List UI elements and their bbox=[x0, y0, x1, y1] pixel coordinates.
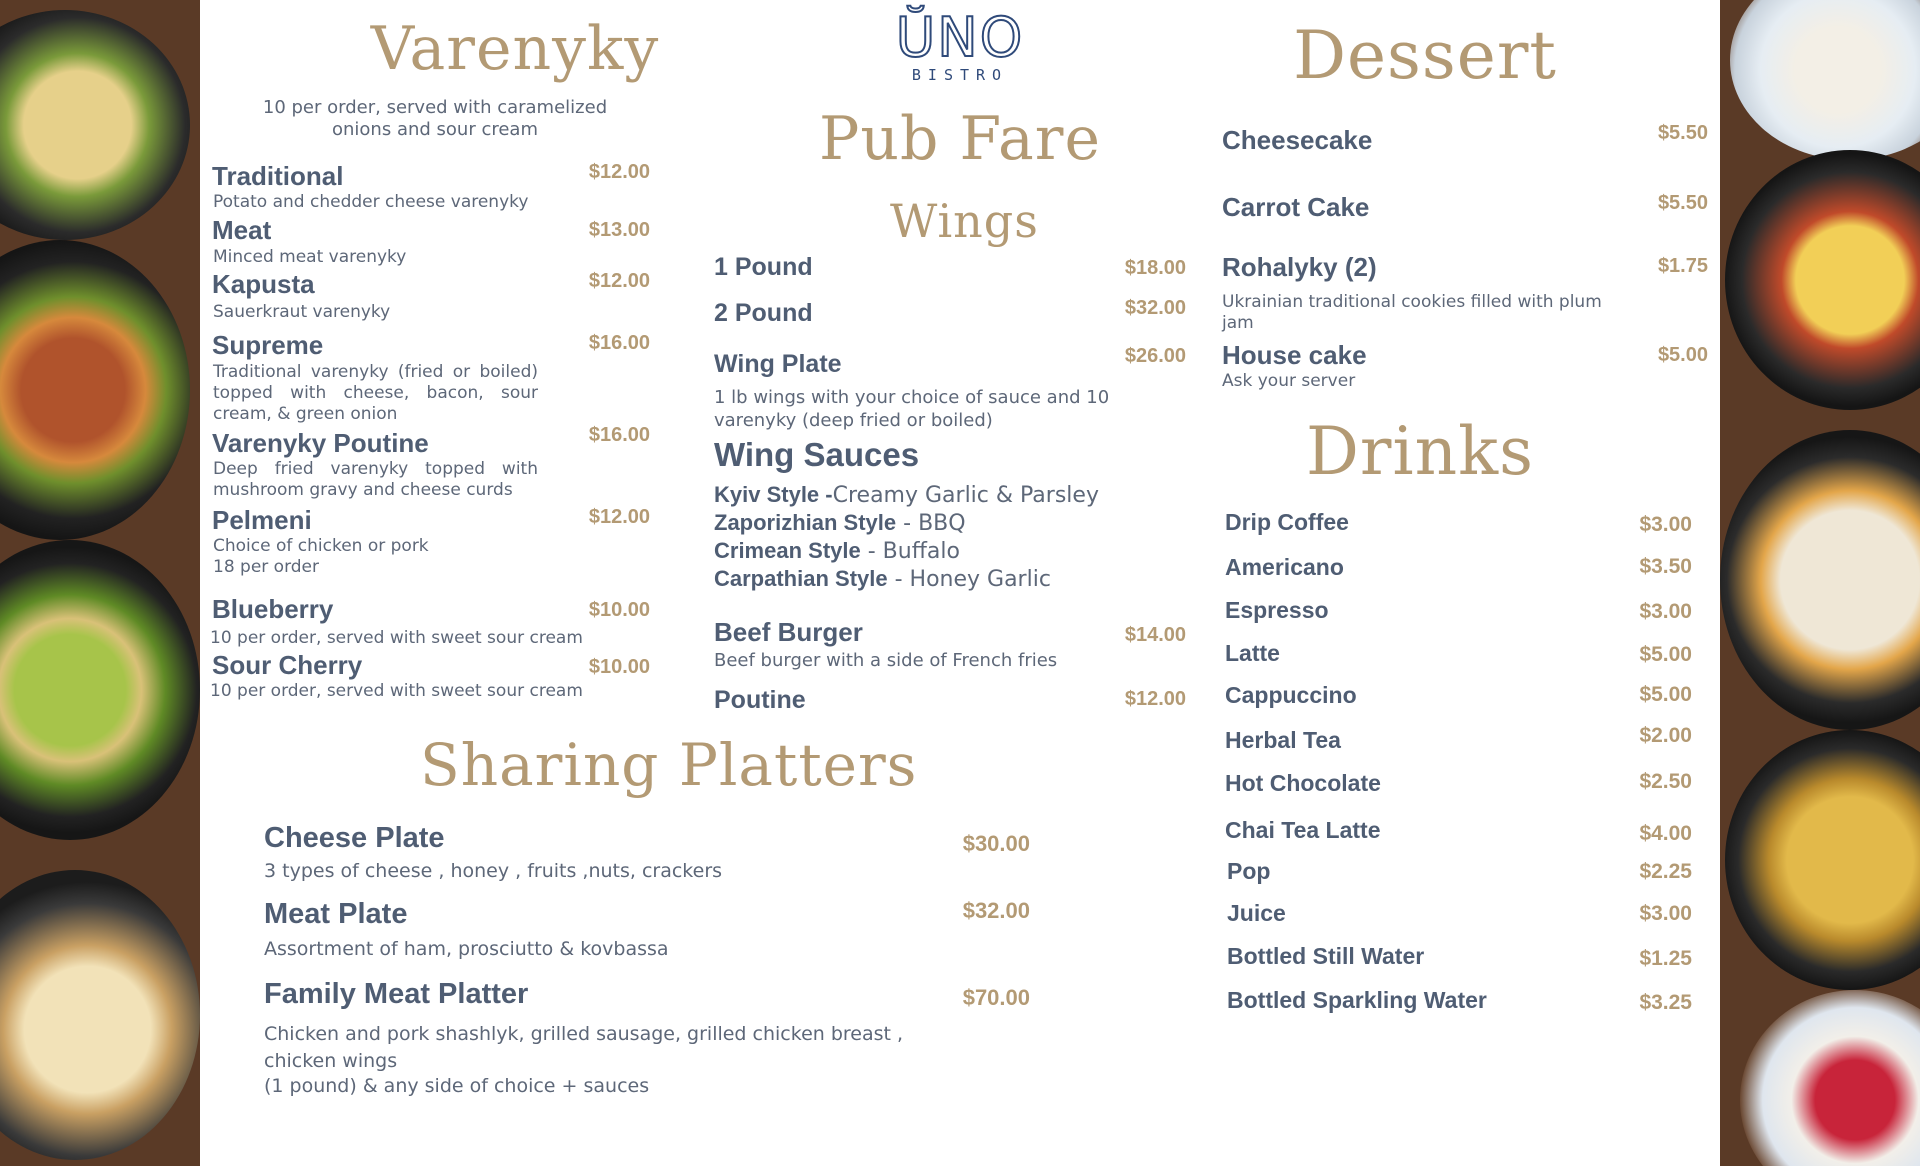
drink-item-name: Latte bbox=[1225, 640, 1280, 666]
sauce-name: Kyiv Style - bbox=[714, 482, 833, 507]
varenyky-item-name: Meat bbox=[212, 215, 272, 245]
salad-dish bbox=[0, 540, 200, 840]
sauce-name: Crimean Style bbox=[714, 538, 861, 563]
sauce-name: Zaporizhian Style bbox=[714, 510, 897, 535]
wings-title: Wings bbox=[890, 194, 1039, 248]
berry-cake-dish bbox=[1740, 990, 1920, 1166]
drink-item-name: Espresso bbox=[1225, 597, 1329, 623]
crepes-dish bbox=[0, 870, 200, 1160]
wing-item-name: 2 Pound bbox=[714, 299, 813, 327]
varenyky-item-desc: Deep fried varenyky topped with mushroom gravy and cheese curds bbox=[213, 459, 538, 500]
wing-sauces-title: Wing Sauces bbox=[714, 436, 920, 473]
drink-item-price: $2.00 bbox=[1639, 724, 1692, 747]
varenyky-item-desc: Traditional varenyky (fried or boiled) topped with cheese, bacon, sour cream, & green onion bbox=[213, 362, 538, 424]
platter-desc: 3 types of cheese , honey , fruits ,nuts, crackers bbox=[264, 860, 723, 882]
varenyky-item-desc: Sauerkraut varenyky bbox=[213, 302, 391, 322]
dessert-item-desc: Ask your server bbox=[1222, 371, 1356, 391]
drink-item-price: $5.00 bbox=[1639, 683, 1692, 706]
dessert-item-price: $5.50 bbox=[1657, 192, 1708, 214]
varenyky-item-name: Pelmeni bbox=[212, 505, 312, 535]
drink-item-name: Herbal Tea bbox=[1225, 727, 1341, 753]
poutine-price: $12.00 bbox=[1124, 688, 1186, 710]
varenyky-item-price: $10.00 bbox=[588, 599, 650, 621]
sauce-desc: Creamy Garlic & Parsley bbox=[832, 483, 1099, 508]
wing-item-price: $26.00 bbox=[1124, 345, 1186, 367]
varenyky-item-name: Blueberry bbox=[212, 594, 334, 624]
drinks-title: Drinks bbox=[1306, 413, 1534, 490]
drink-item-price: $3.50 bbox=[1639, 555, 1692, 578]
drink-item-price: $4.00 bbox=[1639, 822, 1692, 845]
sauce-line bbox=[714, 538, 960, 564]
left-food-photo-strip bbox=[0, 0, 200, 1166]
drink-item-name: Bottled Still Water bbox=[1227, 943, 1425, 969]
platter-desc: Chicken and pork shashlyk, grilled sausage, grilled chicken breast , chicken wings bbox=[264, 1023, 904, 1072]
drink-item-price: $2.25 bbox=[1639, 860, 1692, 883]
burger-price: $14.00 bbox=[1124, 624, 1186, 646]
platter-name: Cheese Plate bbox=[264, 822, 445, 854]
varenyky-item-name: Kapusta bbox=[212, 269, 315, 299]
right-food-photo-strip bbox=[1720, 0, 1920, 1166]
drink-item-name: Pop bbox=[1227, 858, 1271, 884]
dessert-item-name: Carrot Cake bbox=[1222, 192, 1370, 222]
varenyky-item-desc-2: 18 per order bbox=[213, 557, 320, 577]
dessert-item-name: Cheesecake bbox=[1222, 125, 1373, 155]
drink-item-price: $3.00 bbox=[1639, 600, 1692, 623]
varenyky-item-price: $13.00 bbox=[588, 219, 650, 241]
platter-name: Family Meat Platter bbox=[264, 978, 529, 1010]
sauce-desc: - Honey Garlic bbox=[887, 567, 1051, 592]
platter-price: $30.00 bbox=[962, 831, 1030, 856]
drink-item-name: Americano bbox=[1225, 554, 1344, 580]
drink-item-price: $2.50 bbox=[1639, 770, 1692, 793]
dessert-item-desc: Ukrainian traditional cookies filled with plum jam bbox=[1222, 292, 1602, 333]
varenyky-item-name: Traditional bbox=[212, 161, 344, 191]
cabbage-rolls-dish bbox=[0, 10, 190, 240]
dessert-item-price: $5.00 bbox=[1657, 344, 1708, 366]
varenyky-item-price: $12.00 bbox=[588, 270, 650, 292]
wing-item-name: 1 Pound bbox=[714, 253, 813, 281]
drink-item-price: $3.00 bbox=[1639, 902, 1692, 925]
drink-item-name: Hot Chocolate bbox=[1225, 770, 1381, 796]
sauce-name: Carpathian Style bbox=[714, 566, 888, 591]
drink-item-price: $5.00 bbox=[1639, 643, 1692, 666]
poutine-name: Poutine bbox=[714, 686, 806, 714]
varenyky-item-price: $16.00 bbox=[588, 424, 650, 446]
platter-price: $70.00 bbox=[962, 985, 1030, 1010]
dessert-title: Dessert bbox=[1293, 17, 1557, 94]
varenyky-subtitle: 10 per order, served with caramelized onions and sour cream bbox=[262, 97, 608, 140]
varenyky-item-desc: Minced meat varenyky bbox=[213, 247, 407, 267]
logo-wordmark: ŬNO bbox=[895, 6, 1025, 69]
drink-item-name: Cappuccino bbox=[1225, 682, 1357, 708]
logo-subtitle: BISTRO bbox=[911, 66, 1009, 84]
uno-bistro-logo bbox=[880, 8, 1040, 84]
drink-item-name: Bottled Sparkling Water bbox=[1227, 987, 1487, 1013]
varenyky-item-desc: 10 per order, served with sweet sour cream bbox=[210, 628, 583, 648]
dessert-item-name: Rohalyky (2) bbox=[1222, 252, 1377, 282]
platter-desc-2: (1 pound) & any side of choice + sauces bbox=[264, 1075, 650, 1097]
sauce-line bbox=[714, 510, 966, 536]
varenyky-title: Varenyky bbox=[370, 14, 660, 84]
dessert-item-price: $5.50 bbox=[1657, 122, 1708, 144]
pub-fare-title: Pub Fare bbox=[818, 104, 1101, 174]
wing-item-name: Wing Plate bbox=[714, 350, 842, 378]
drink-item-name: Juice bbox=[1227, 900, 1286, 926]
varenyky-item-name: Sour Cherry bbox=[212, 650, 363, 680]
varenyky-item-price: $16.00 bbox=[588, 332, 650, 354]
menu-panel bbox=[200, 0, 1720, 1166]
dessert-item-price: $1.75 bbox=[1657, 255, 1708, 277]
varenyky-item-desc: 10 per order, served with sweet sour cream bbox=[210, 681, 583, 701]
sharing-platters-title: Sharing Platters bbox=[420, 731, 918, 799]
drink-item-price: $1.25 bbox=[1639, 947, 1692, 970]
varenyky-item-name: Supreme bbox=[212, 330, 324, 360]
sauce-line bbox=[714, 566, 1051, 592]
drink-item-price: $3.25 bbox=[1639, 991, 1692, 1014]
sauce-desc: - BBQ bbox=[896, 511, 966, 536]
dessert-item-name: House cake bbox=[1222, 340, 1367, 370]
drink-item-name: Drip Coffee bbox=[1225, 509, 1349, 535]
drink-item-name: Chai Tea Latte bbox=[1225, 817, 1381, 843]
wing-item-price: $32.00 bbox=[1124, 297, 1186, 319]
burger-desc: Beef burger with a side of French fries bbox=[714, 650, 1058, 671]
wing-item-desc: 1 lb wings with your choice of sauce and 10 varenyky (deep fried or boiled) bbox=[714, 387, 1110, 431]
varenyky-item-price: $12.00 bbox=[588, 161, 650, 183]
varenyky-item-price: $10.00 bbox=[588, 656, 650, 678]
varenyky-item-name: Varenyky Poutine bbox=[212, 428, 429, 458]
platter-desc: Assortment of ham, prosciutto & kovbassa bbox=[264, 938, 669, 960]
drink-item-price: $3.00 bbox=[1639, 513, 1692, 536]
sausage-dish bbox=[0, 240, 190, 540]
casserole-dish bbox=[1725, 150, 1920, 410]
cake-plate-dish bbox=[1730, 0, 1920, 160]
sauce-line bbox=[714, 482, 1099, 508]
varenyky-item-desc: Potato and chedder cheese varenyky bbox=[213, 192, 529, 212]
dumplings-dish bbox=[1720, 430, 1920, 730]
varenyky-item-desc: Choice of chicken or pork bbox=[213, 536, 429, 556]
burger-name: Beef Burger bbox=[714, 617, 863, 647]
varenyky-item-price: $12.00 bbox=[588, 506, 650, 528]
platter-name: Meat Plate bbox=[264, 898, 408, 930]
platter-price: $32.00 bbox=[962, 898, 1030, 923]
sauce-desc: - Buffalo bbox=[860, 539, 960, 564]
potato-pancakes-dish bbox=[1725, 730, 1920, 990]
wing-item-price: $18.00 bbox=[1124, 257, 1186, 279]
